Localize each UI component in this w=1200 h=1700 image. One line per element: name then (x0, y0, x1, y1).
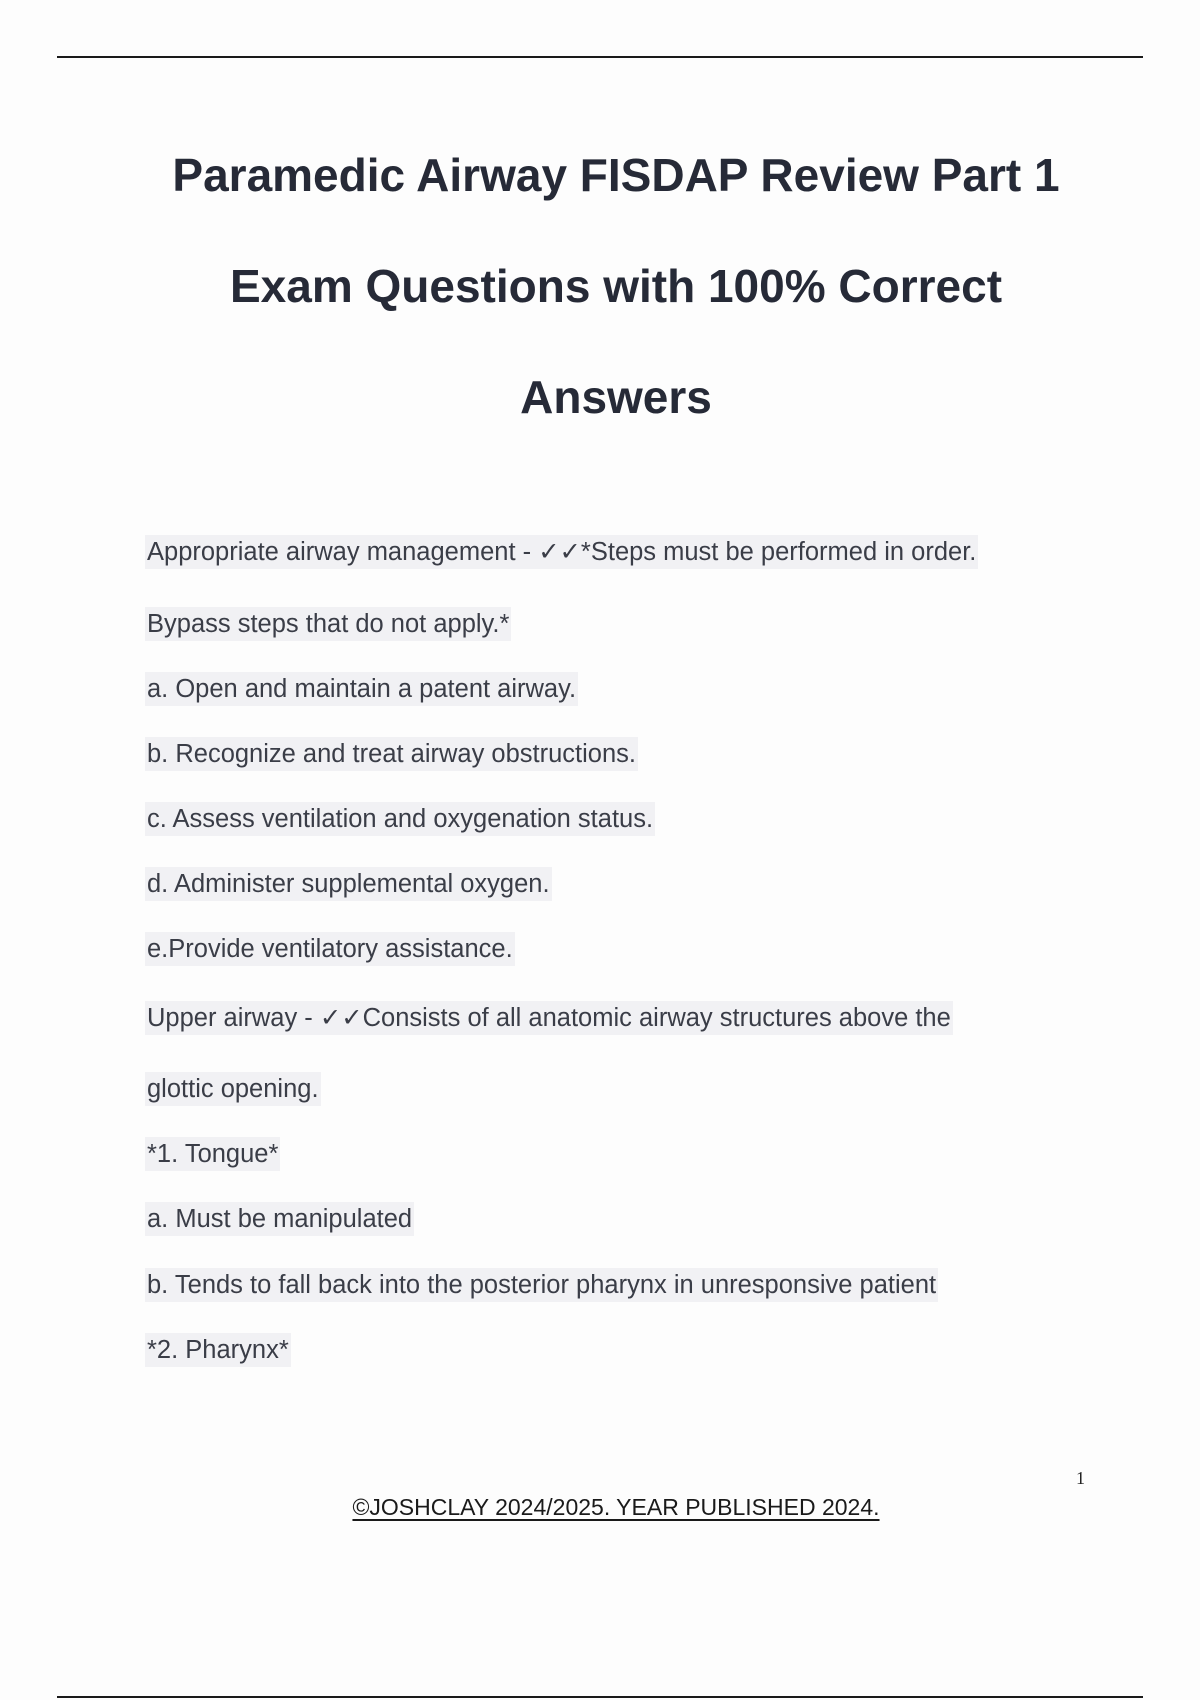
bottom-rule (57, 1696, 1143, 1698)
body-line: b. Tends to fall back into the posterior pharynx in unresponsive patient (145, 1268, 938, 1302)
page-number: 1 (1076, 1468, 1085, 1488)
body-line: *1. Tongue* (145, 1137, 280, 1171)
top-rule (57, 56, 1143, 58)
footer-text: ©JOSHCLAY 2024/2025. YEAR PUBLISHED 2024. (352, 1494, 880, 1520)
title-line-1: Paramedic Airway FISDAP Review Part 1 (172, 149, 1060, 201)
body-line: glottic opening. (145, 1072, 321, 1106)
title-line-2: Exam Questions with 100% Correct (229, 260, 1003, 312)
document-title (100, 120, 1132, 453)
body-line: *2. Pharynx* (145, 1333, 291, 1367)
body-line: c. Assess ventilation and oxygenation status. (145, 802, 655, 836)
body-line: Upper airway - ✓✓Consists of all anatomic airway structures above the (145, 1001, 953, 1035)
body-line: b. Recognize and treat airway obstructions. (145, 737, 638, 771)
footer-copyright (0, 1494, 1200, 1521)
body-line: Bypass steps that do not apply.* (145, 607, 511, 641)
title-line-3: Answers (520, 371, 712, 423)
body-line: Appropriate airway management - ✓✓*Steps must be performed in order. (145, 535, 978, 569)
body-line: a. Open and maintain a patent airway. (145, 672, 578, 706)
body-line: a. Must be manipulated (145, 1202, 414, 1236)
body-line: d. Administer supplemental oxygen. (145, 867, 552, 901)
body-line: e.Provide ventilatory assistance. (145, 932, 515, 966)
